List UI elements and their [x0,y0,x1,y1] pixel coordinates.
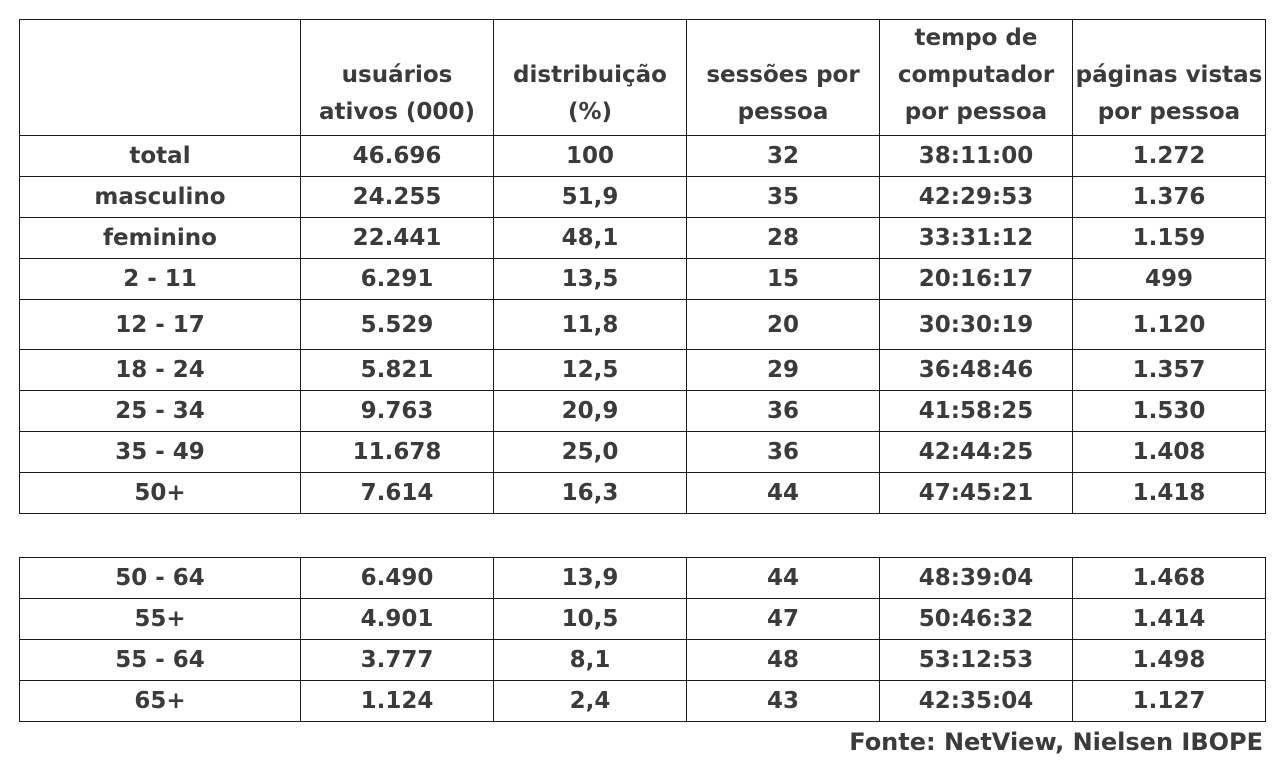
table-cell: 1.498 [1073,640,1266,681]
table-cell: 1.357 [1073,350,1266,391]
table-cell: 499 [1073,259,1266,300]
table-cell: 20:16:17 [880,259,1073,300]
table-row [20,432,1266,473]
extra-table-body [20,558,1266,722]
table-cell: 1.418 [1073,473,1266,514]
table-cell: 38:11:00 [880,136,1073,177]
row-label-cell: total [20,136,301,177]
table-cell: 46.696 [301,136,494,177]
table-cell: 20 [687,300,880,350]
table-cell: 20,9 [494,391,687,432]
table-row [20,259,1266,300]
table-cell: 11,8 [494,300,687,350]
table-cell: 47:45:21 [880,473,1073,514]
table-row [20,218,1266,259]
table-cell: 11.678 [301,432,494,473]
source-note: Fonte: NetView, Nielsen IBOPE [849,728,1263,756]
row-label-cell: 50+ [20,473,301,514]
table-cell: 33:31:12 [880,218,1073,259]
table-cell: 1.272 [1073,136,1266,177]
header-cell-distribution: distribuição (%) [494,20,687,136]
row-label-cell: 2 - 11 [20,259,301,300]
extra-data-table [19,557,1266,722]
table-cell: 6.291 [301,259,494,300]
table-cell: 8,1 [494,640,687,681]
header-cell-sessions: sessões por pessoa [687,20,880,136]
table-cell: 36 [687,432,880,473]
table-cell: 51,9 [494,177,687,218]
row-label-cell: 25 - 34 [20,391,301,432]
table-cell: 13,9 [494,558,687,599]
table-cell: 3.777 [301,640,494,681]
table-cell: 4.901 [301,599,494,640]
row-label-cell: 55+ [20,599,301,640]
table-cell: 48:39:04 [880,558,1073,599]
table-cell: 53:12:53 [880,640,1073,681]
table-row [20,681,1266,722]
table-row [20,300,1266,350]
table-cell: 30:30:19 [880,300,1073,350]
header-row [20,20,1266,136]
table-cell: 42:35:04 [880,681,1073,722]
row-label-cell: 12 - 17 [20,300,301,350]
table-cell: 15 [687,259,880,300]
table-cell: 1.408 [1073,432,1266,473]
table-cell: 1.159 [1073,218,1266,259]
table-cell: 100 [494,136,687,177]
table-cell: 41:58:25 [880,391,1073,432]
table-cell: 50:46:32 [880,599,1073,640]
table-cell: 1.468 [1073,558,1266,599]
header-cell-active-users: usuários ativos (000) [301,20,494,136]
row-label-cell: 35 - 49 [20,432,301,473]
header-cell-empty [20,20,301,136]
table-row [20,599,1266,640]
table-cell: 25,0 [494,432,687,473]
main-data-table [19,19,1266,514]
table-row [20,350,1266,391]
table-row [20,177,1266,218]
table-cell: 22.441 [301,218,494,259]
table-cell: 32 [687,136,880,177]
table-row [20,391,1266,432]
table-cell: 1.127 [1073,681,1266,722]
row-label-cell: 65+ [20,681,301,722]
table-cell: 9.763 [301,391,494,432]
row-label-cell: masculino [20,177,301,218]
table-cell: 44 [687,473,880,514]
table-cell: 24.255 [301,177,494,218]
table-cell: 44 [687,558,880,599]
table-cell: 36 [687,391,880,432]
table-cell: 5.529 [301,300,494,350]
table-cell: 1.376 [1073,177,1266,218]
table-cell: 48 [687,640,880,681]
table-cell: 7.614 [301,473,494,514]
table-cell: 48,1 [494,218,687,259]
table-row [20,558,1266,599]
row-label-cell: 55 - 64 [20,640,301,681]
table-cell: 1.124 [301,681,494,722]
header-cell-computer-time: tempo de computador por pessoa [880,20,1073,136]
table-cell: 1.530 [1073,391,1266,432]
table-cell: 12,5 [494,350,687,391]
table-cell: 13,5 [494,259,687,300]
table-cell: 28 [687,218,880,259]
row-label-cell: 18 - 24 [20,350,301,391]
table-cell: 6.490 [301,558,494,599]
table-cell: 35 [687,177,880,218]
table-row [20,136,1266,177]
header-cell-page-views: páginas vistas por pessoa [1073,20,1266,136]
table-cell: 1.414 [1073,599,1266,640]
table-cell: 5.821 [301,350,494,391]
table-cell: 47 [687,599,880,640]
table-cell: 10,5 [494,599,687,640]
table-cell: 29 [687,350,880,391]
table-cell: 43 [687,681,880,722]
table-row [20,473,1266,514]
table-cell: 42:29:53 [880,177,1073,218]
table-cell: 2,4 [494,681,687,722]
row-label-cell: 50 - 64 [20,558,301,599]
row-label-cell: feminino [20,218,301,259]
table-cell: 42:44:25 [880,432,1073,473]
table-cell: 16,3 [494,473,687,514]
table-cell: 36:48:46 [880,350,1073,391]
main-table-body [20,136,1266,514]
table-row [20,640,1266,681]
table-cell: 1.120 [1073,300,1266,350]
